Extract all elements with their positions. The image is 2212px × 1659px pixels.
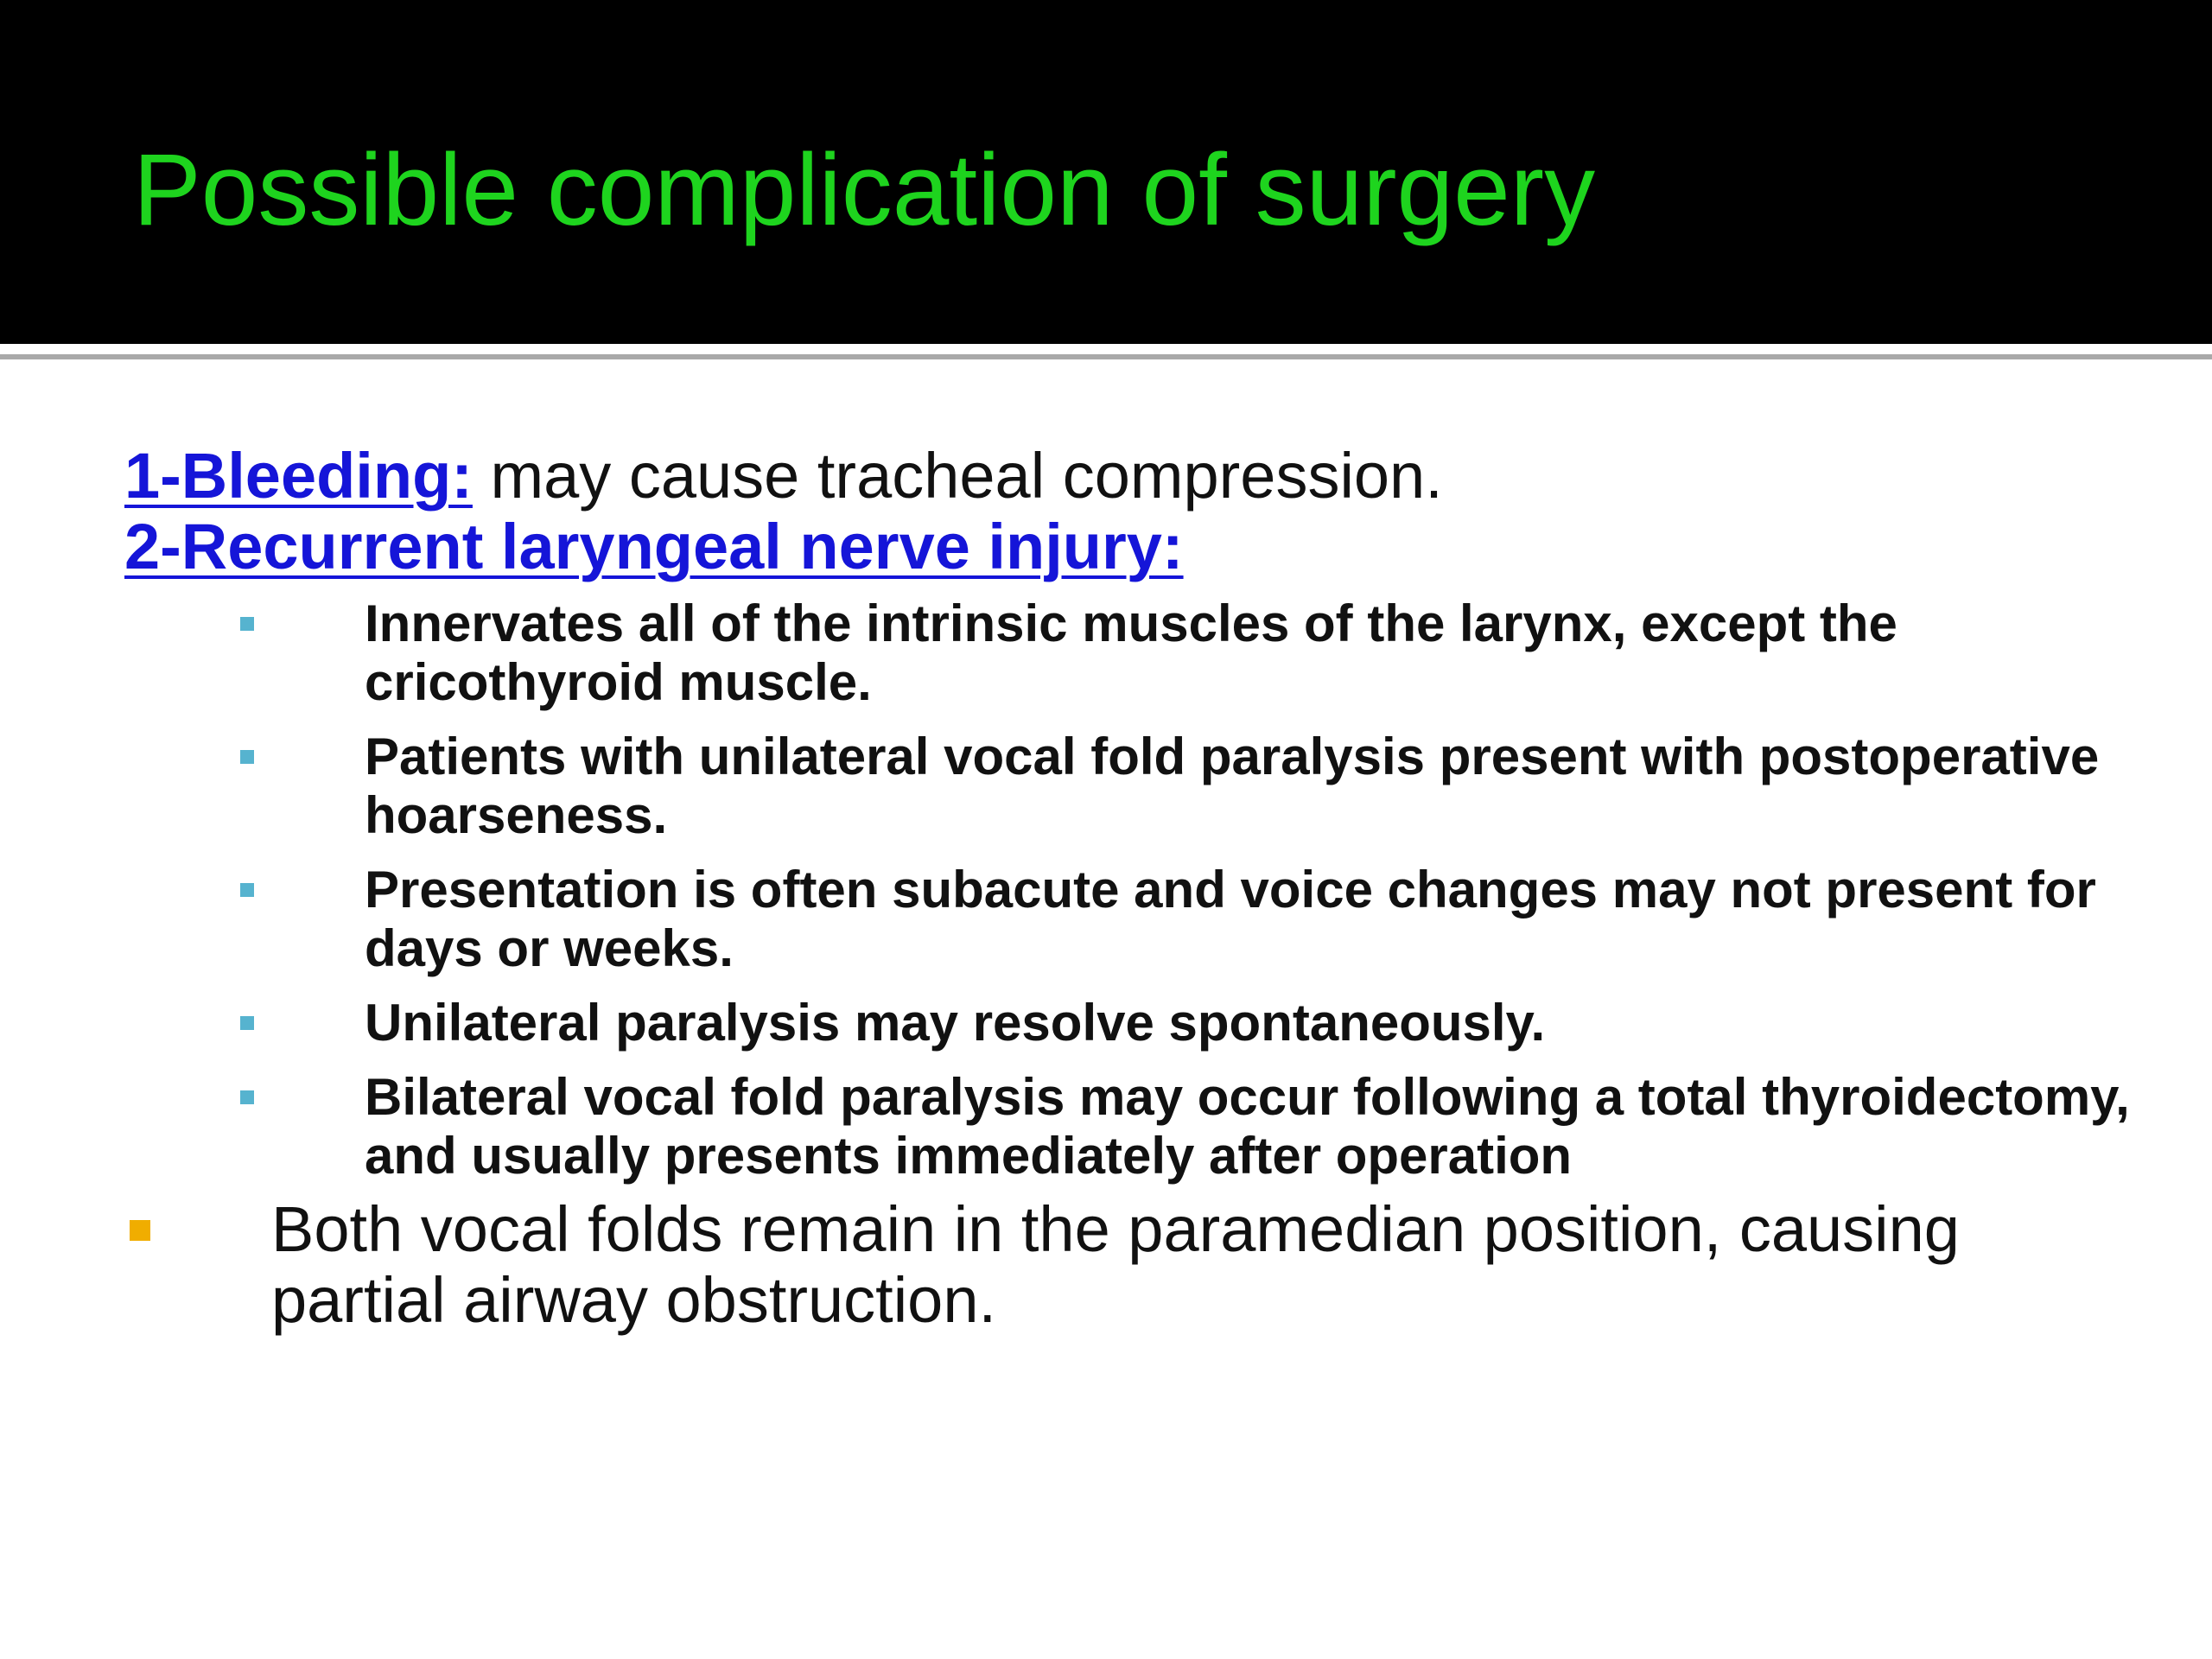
square-bullet-icon xyxy=(240,617,254,631)
slide-title: Possible complication of surgery xyxy=(133,133,1596,247)
list-item xyxy=(124,994,2162,1052)
slide-body xyxy=(124,440,2130,1336)
sub-point-text: Patients with unilateral vocal fold paralysis present with postoperative hoarseness. xyxy=(365,728,2100,844)
main-point xyxy=(124,1194,1999,1336)
list-item xyxy=(124,594,2162,712)
list-item xyxy=(124,1068,2162,1185)
bleeding-text: may cause tracheal compression. xyxy=(472,440,1443,512)
square-bullet-icon xyxy=(240,1090,254,1104)
title-divider xyxy=(0,344,2212,351)
sub-point-text: Presentation is often subacute and voice changes may not present for days or weeks. xyxy=(365,861,2096,977)
square-bullet-icon xyxy=(130,1220,150,1241)
square-bullet-icon xyxy=(240,1016,254,1030)
nerve-injury-heading-link[interactable]: 2-Recurrent laryngeal nerve injury: xyxy=(124,511,1184,582)
bleeding-heading-link[interactable]: 1-Bleeding: xyxy=(124,440,473,512)
square-bullet-icon xyxy=(240,750,254,764)
list-item xyxy=(124,728,2162,845)
nerve-injury-sub-list xyxy=(124,594,2130,1185)
list-item xyxy=(124,861,2162,978)
square-bullet-icon xyxy=(240,883,254,897)
sub-point-text: Innervates all of the intrinsic muscles of the larynx, except the cricothyroid muscle. xyxy=(365,594,1897,711)
sub-point-text: Bilateral vocal fold paralysis may occur following a total thyroidectomy, and usually presents immediately after operation xyxy=(365,1068,2130,1185)
bleeding-line xyxy=(124,441,2112,512)
sub-point-text: Unilateral paralysis may resolve spontaneously. xyxy=(365,994,1546,1052)
main-point-text: Both vocal folds remain in the paramedian position, causing partial airway obstruction. xyxy=(271,1193,1960,1336)
title-divider-shadow xyxy=(0,354,2212,359)
nerve-injury-line xyxy=(124,512,2112,582)
title-bar xyxy=(0,0,2212,344)
